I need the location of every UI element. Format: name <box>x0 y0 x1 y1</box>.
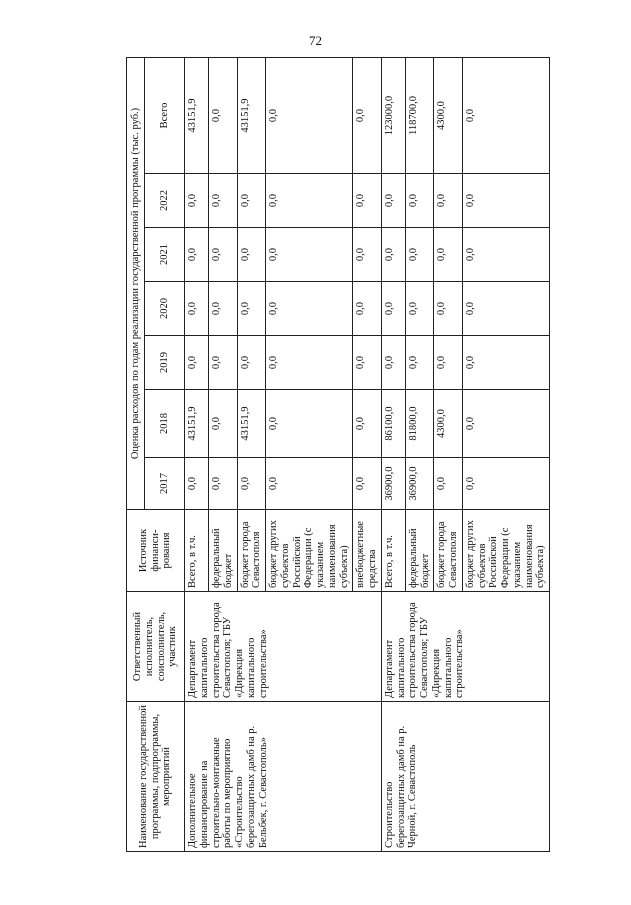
value-cell: 0,0 <box>405 282 434 336</box>
value-cell: 0,0 <box>462 57 549 173</box>
value-cell: 0,0 <box>353 228 382 282</box>
value-cell: 0,0 <box>266 228 353 282</box>
page-number: 72 <box>309 33 322 48</box>
value-cell: 81800,0 <box>405 390 434 458</box>
value-cell: 86100,0 <box>381 390 405 458</box>
header-name: Наименование государственной программы, подпрограммы, мероприятий <box>127 702 185 852</box>
value-cell: 0,0 <box>381 282 405 336</box>
value-cell: 0,0 <box>353 390 382 458</box>
value-cell: 0,0 <box>381 336 405 390</box>
value-cell: 0,0 <box>185 282 209 336</box>
value-cell: 0,0 <box>237 174 266 228</box>
value-cell: 0,0 <box>266 57 353 173</box>
rotated-table-container <box>126 58 606 852</box>
value-cell: 0,0 <box>209 228 238 282</box>
header-year: 2019 <box>145 336 185 390</box>
value-cell: 0,0 <box>209 390 238 458</box>
budget-table <box>126 57 550 852</box>
value-cell: 0,0 <box>266 390 353 458</box>
value-cell: 0,0 <box>462 458 549 510</box>
funding-source: федеральный бюджет <box>209 510 238 592</box>
value-cell: 123000,0 <box>381 57 405 173</box>
value-cell: 4300,0 <box>434 57 463 173</box>
value-cell: 0,0 <box>353 174 382 228</box>
measure-name: Строительство берегозащитных дамб на р. Черной, г. Севастополь <box>381 702 549 852</box>
value-cell: 0,0 <box>353 336 382 390</box>
value-cell: 0,0 <box>353 282 382 336</box>
value-cell: 0,0 <box>462 174 549 228</box>
responsible-party: Департамент капитального строительства города Севастополя; ГБУ «Дирекция капитального строительства» <box>185 592 382 702</box>
value-cell: 0,0 <box>209 282 238 336</box>
funding-source: бюджет города Севастополя <box>237 510 266 592</box>
header-year: 2022 <box>145 174 185 228</box>
header-year: 2020 <box>145 282 185 336</box>
header-year: 2017 <box>145 458 185 510</box>
header-source: Источник финанси-рования <box>127 510 185 592</box>
value-cell: 0,0 <box>353 458 382 510</box>
value-cell: 0,0 <box>434 458 463 510</box>
value-cell: 0,0 <box>434 174 463 228</box>
header-year: 2021 <box>145 228 185 282</box>
table-row <box>381 57 405 851</box>
value-cell: 0,0 <box>266 174 353 228</box>
value-cell: 0,0 <box>185 458 209 510</box>
value-cell: 0,0 <box>185 174 209 228</box>
funding-source: внебюджетные средства <box>353 510 382 592</box>
value-cell: 0,0 <box>209 174 238 228</box>
value-cell: 0,0 <box>266 336 353 390</box>
responsible-party: Департамент капитального строительства города Севастополя; ГБУ «Дирекция капитального строительства» <box>381 592 549 702</box>
funding-source: бюджет города Севастополя <box>434 510 463 592</box>
value-cell: 43151,9 <box>185 390 209 458</box>
value-cell: 0,0 <box>237 282 266 336</box>
value-cell: 0,0 <box>237 458 266 510</box>
value-cell: 0,0 <box>462 336 549 390</box>
value-cell: 43151,9 <box>185 57 209 173</box>
value-cell: 36900,0 <box>381 458 405 510</box>
value-cell: 0,0 <box>185 336 209 390</box>
table-row <box>185 57 209 851</box>
value-cell: 0,0 <box>266 282 353 336</box>
value-cell: 0,0 <box>381 174 405 228</box>
value-cell: 0,0 <box>434 282 463 336</box>
value-cell: 0,0 <box>237 228 266 282</box>
funding-source: Всего, в т.ч. <box>381 510 405 592</box>
value-cell: 0,0 <box>237 336 266 390</box>
value-cell: 0,0 <box>381 228 405 282</box>
value-cell: 0,0 <box>405 228 434 282</box>
value-cell: 0,0 <box>462 282 549 336</box>
value-cell: 0,0 <box>209 336 238 390</box>
header-year: 2018 <box>145 390 185 458</box>
funding-source: бюджет других субъектов Российской Федерации (с указанием наименования субъекта) <box>462 510 549 592</box>
value-cell: 0,0 <box>434 336 463 390</box>
funding-source: бюджет других субъектов Российской Федерации (с указанием наименования субъекта) <box>266 510 353 592</box>
value-cell: 0,0 <box>185 228 209 282</box>
funding-source: Всего, в т.ч. <box>185 510 209 592</box>
value-cell: 0,0 <box>434 228 463 282</box>
value-cell: 43151,9 <box>237 57 266 173</box>
header-responsible: Ответственный исполнитель, соисполнитель, участник <box>127 592 185 702</box>
value-cell: 0,0 <box>209 57 238 173</box>
value-cell: 0,0 <box>405 336 434 390</box>
value-cell: 0,0 <box>266 458 353 510</box>
value-cell: 4300,0 <box>434 390 463 458</box>
header-estimate: Оценка расходов по годам реализации государственной программы (тыс. руб.) <box>127 57 145 509</box>
value-cell: 36900,0 <box>405 458 434 510</box>
value-cell: 118700,0 <box>405 57 434 173</box>
value-cell: 0,0 <box>462 390 549 458</box>
header-total: Всего <box>145 57 185 173</box>
value-cell: 0,0 <box>462 228 549 282</box>
funding-source: федеральный бюджет <box>405 510 434 592</box>
value-cell: 0,0 <box>209 458 238 510</box>
measure-name: Дополнительное финансирование на строительно-монтажные работы по мероприятию «Строительство берегозащитных дамб на р. Бельбек, г. Севастополь» <box>185 702 382 852</box>
value-cell: 0,0 <box>353 57 382 173</box>
value-cell: 0,0 <box>405 174 434 228</box>
value-cell: 43151,9 <box>237 390 266 458</box>
